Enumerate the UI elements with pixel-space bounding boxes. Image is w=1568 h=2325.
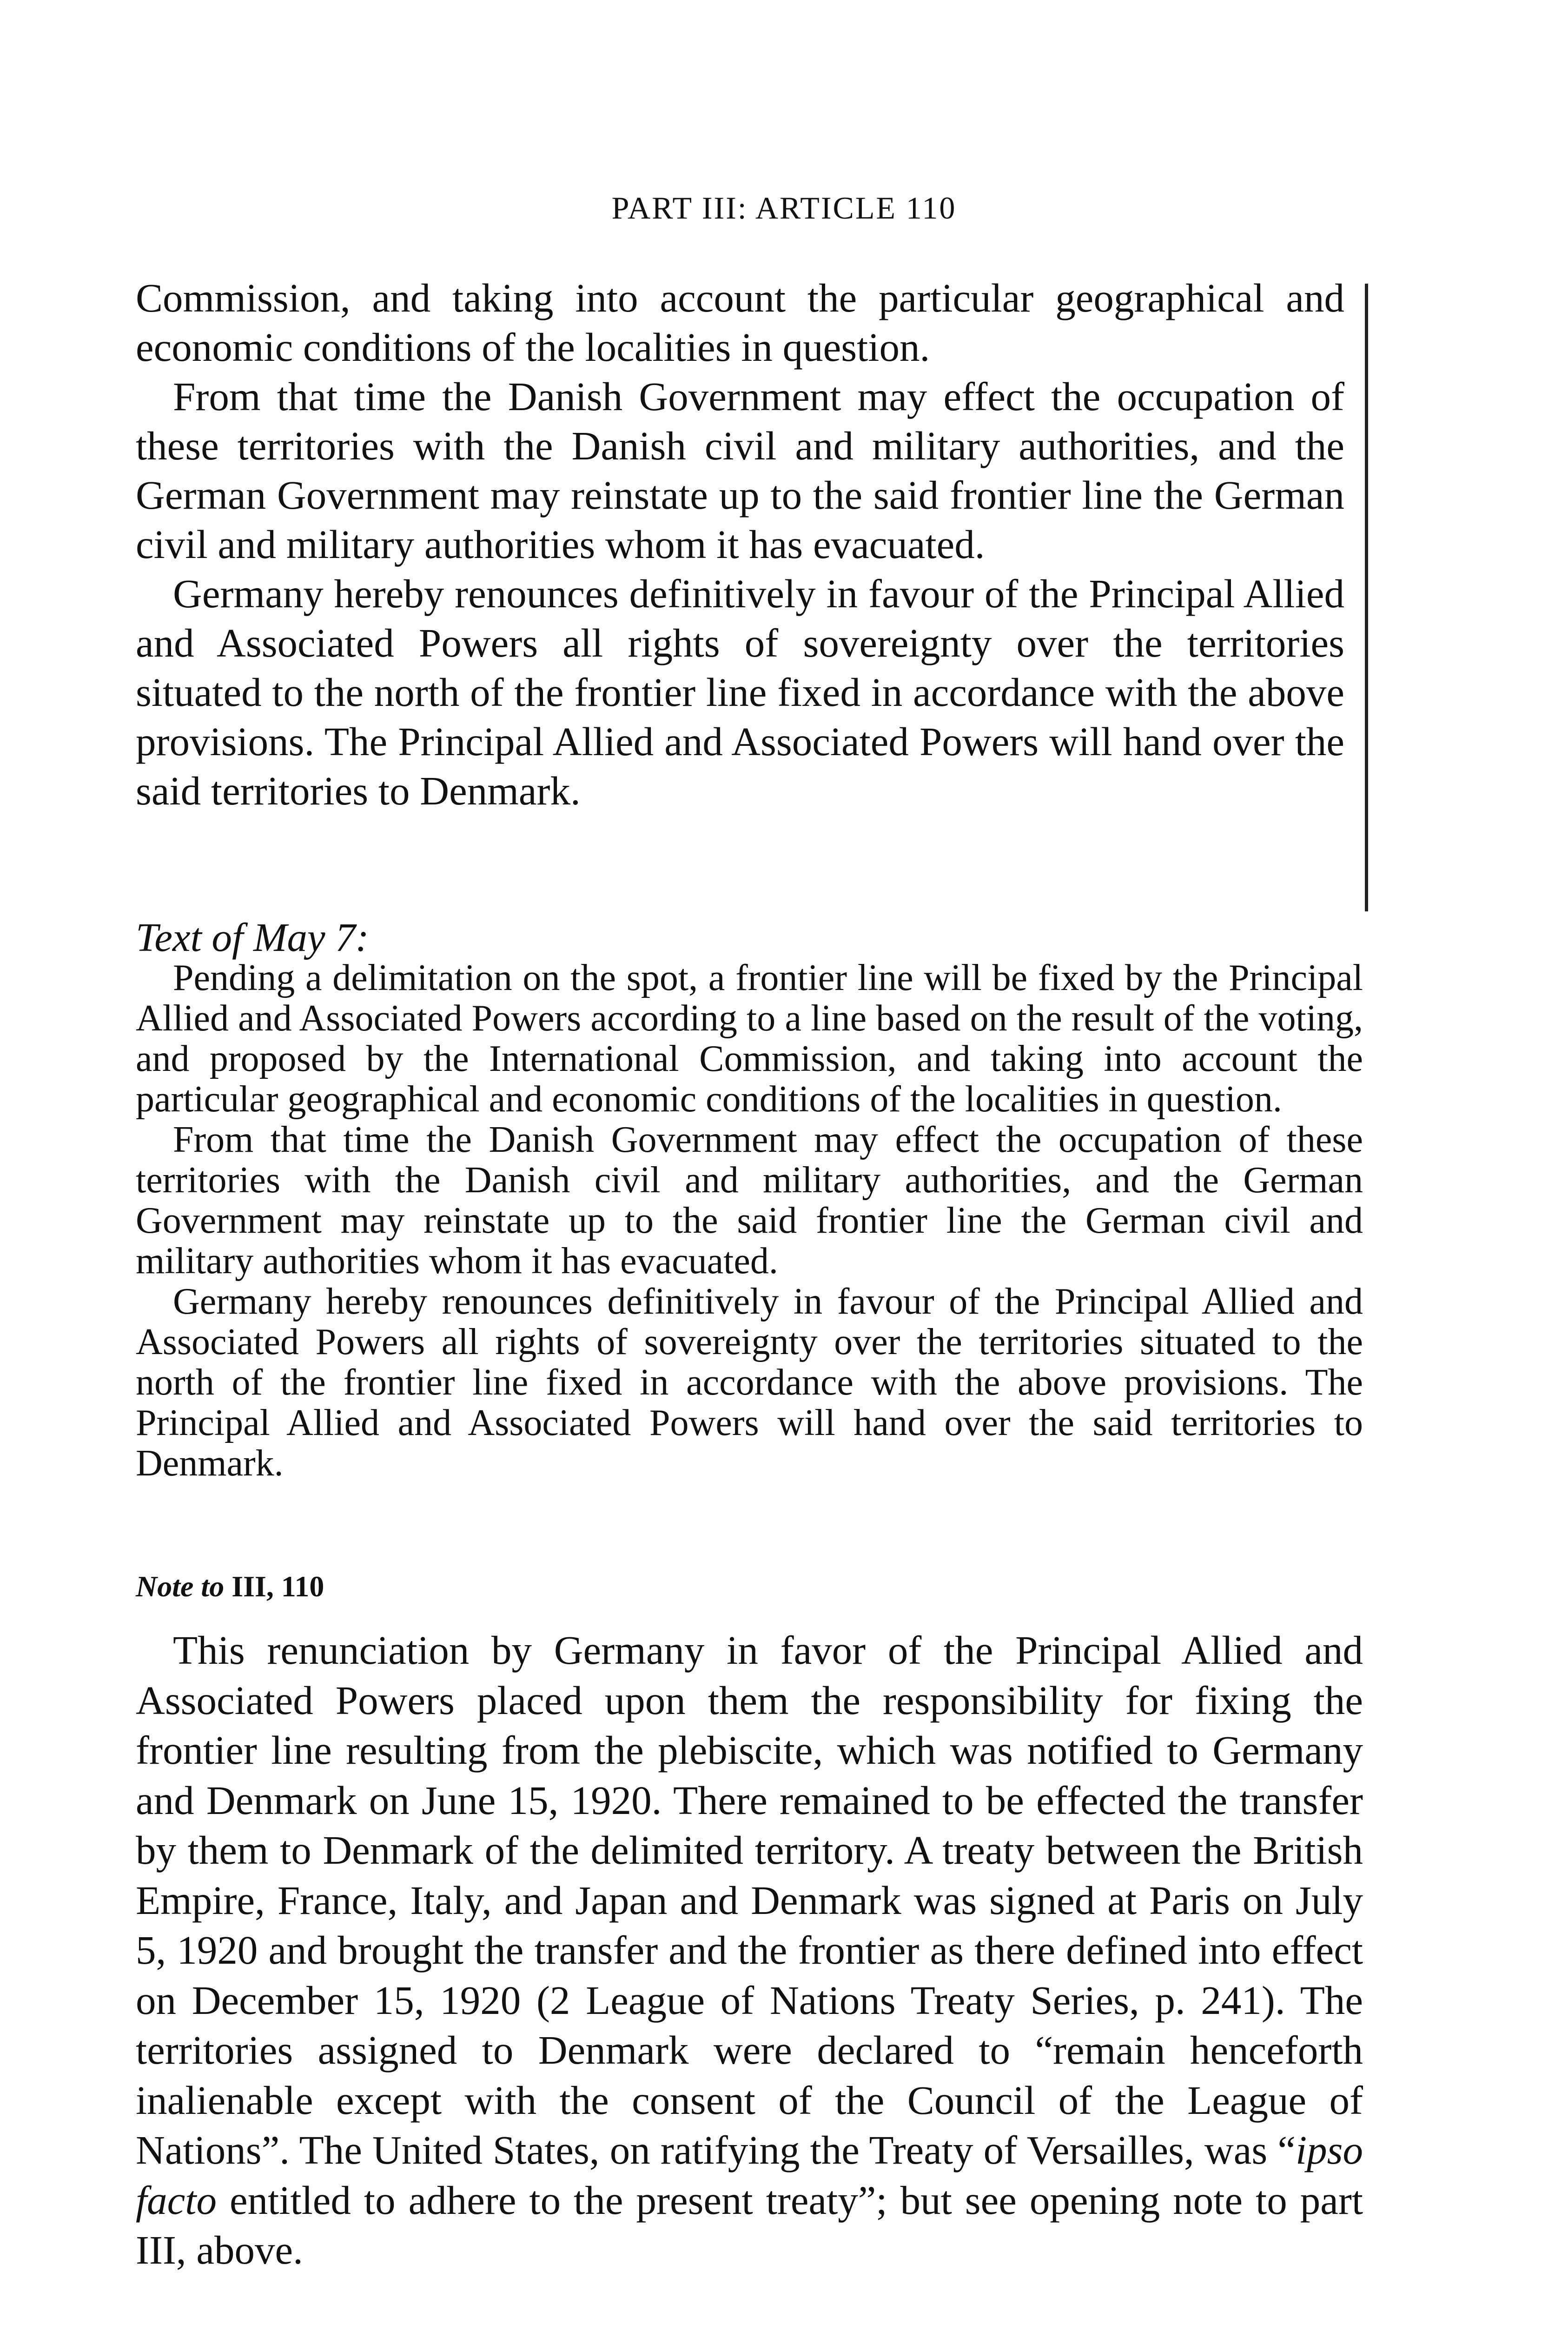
margin-rule [1365,284,1368,911]
final-text-section [136,273,1344,816]
note-heading-prefix: Note to [136,1570,225,1603]
may7-paragraph-3: Germany hereby renounces definitively in favour of the Principal Allied and Associated Powers all rights of sovereignty over the territories situated to the north of the frontier line fixed in accordance with the above provisions. The Principal Allied and Associated Powers will hand over the said territories to Denmark. [136,1281,1363,1484]
note-section [136,1625,1363,2275]
may7-paragraph-1: Pending a delimitation on the spot, a frontier line will be fixed by the Principal Allied and Associated Powers according to a line based on the result of the voting, and proposed by the International Commission, and taking into account the particular geographical and economic conditions of the localities in question. [136,957,1363,1120]
may7-label: Text of May 7: [136,915,369,960]
may7-text-section [136,958,1363,1484]
note-heading [136,1569,324,1604]
final-text-paragraph-3: Germany hereby renounces definitively in favour of the Principal Allied and Associated Powers all rights of sovereignty over the territories situated to the north of the frontier line fixed in accordance with the above provisions. The Principal Allied and Associated Powers will hand over the said territories to Denmark. [136,571,1344,813]
note-paragraph [136,1625,1363,2275]
may7-paragraph-2: From that time the Danish Government may effect the occupation of these territories with the Danish civil and military authorities, and the German Government may reinstate up to the said frontier line the German civil and military authorities whom it has evacuated. [136,1119,1363,1282]
note-heading-ref: III, 110 [232,1570,324,1603]
note-text-part-2: entitled to adhere to the present treaty”; but see opening note to part III, above. [136,2177,1363,2272]
note-text-part-1: This renunciation by Germany in favor of the Principal Allied and Associated Powers placed upon them the responsibility for fixing the frontier line resulting from the plebiscite, which was notified to Germany and Denmark on June 15, 1920. There remained to be effected the transfer by them to Denmark of the delimited territory. A treaty between the British Empire, France, Italy, and Japan and Denmark was signed at Paris on July 5, 1920 and brought the transfer and the frontier as there defined into effect on December 15, 1920 (2 League of Nations Treaty Series, p. 241). The territories assigned to Denmark were declared to “remain henceforth inalienable except with the consent of the Council of the League of Nations”. The United States, on ratifying the Treaty of Versailles, was “ [136,1628,1363,2172]
final-text-paragraph-1: Commission, and taking into account the particular geographical and economic conditions of the localities in question. [136,275,1344,370]
final-text-paragraph-2: From that time the Danish Government may effect the occupation of these territories with the Danish civil and military authorities, and the German Government may reinstate up to the said frontier line the German civil and military authorities whom it has evacuated. [136,374,1344,567]
page-header: PART III: ARTICLE 110 [611,190,957,226]
note-italic-phrase: ipso facto [136,2127,1363,2223]
